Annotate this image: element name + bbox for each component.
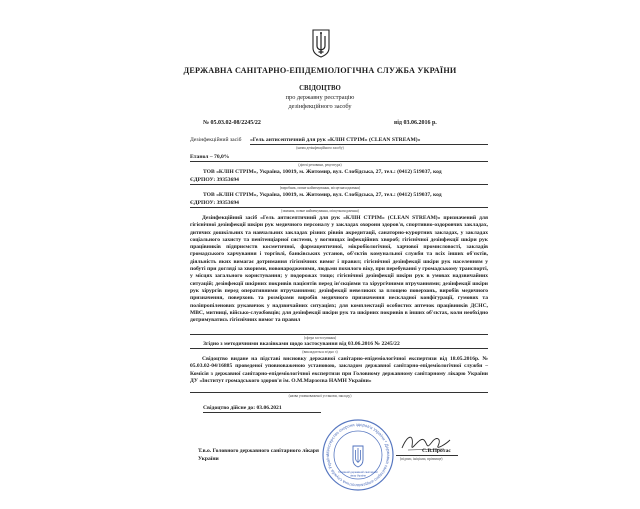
- doc-subtitle-1: про державну реєстрацію: [285, 94, 355, 101]
- doc-type: СВІДОЦТВО: [299, 85, 341, 92]
- manufacturer-line-1: ТОВ «КЛІН СТРІМ», Україна, 10019, м. Житомир, вул. Слобідська, 27, тел.: (0412) 519037, код: [203, 169, 442, 175]
- agency-title: ДЕРЖАВНА САНІТАРНО-ЕПІДЕМІОЛОГІЧНА СЛУЖБА УКРАЇНИ: [183, 66, 457, 75]
- trident-emblem-icon: [310, 28, 332, 58]
- guidelines-caption: (викладається згідно з): [302, 350, 338, 354]
- product-name: «Гель антисептичний для рук «КЛІН СТРІМ» (CLEAN STREAM)»: [250, 137, 421, 143]
- svg-text:лікар України: лікар України: [349, 474, 367, 478]
- certificate-number: № 05.03.02-08/2245/22: [203, 120, 261, 126]
- manufacturer-caption: (виробник, повне найменування, місцезнаходження): [279, 186, 361, 190]
- applicant-caption: (заявник, повне найменування, місцезнаходження): [281, 209, 359, 213]
- basis-text: Свідоцтво видане на підставі висновку державної санітарно-епідеміологічної експертизи від 18.05.2016р. № 05.03.02-04/16885 проведеної уповноваженою установою, закладом державної санітарно-епідеміологічної служби – Комісія з державної санітарно-епідеміологічної експертизи при Головному державному санітарному лікарю України ДУ «Інститут громадського здоров'я ім. О.М.Марзєєва НАМН України»: [190, 356, 488, 384]
- manufacturer-line-2: ЄДРПОУ: 39353694: [190, 177, 239, 183]
- composition: Етанол – 70,0%: [190, 154, 230, 160]
- applicant-rule: [190, 207, 488, 208]
- svg-text:Міністерство охорони здоров'я: Міністерство охорони здоров'я України * Державна санітарно-епідеміологічна служба України: [324, 421, 392, 489]
- validity-text: Свідоцтво дійсне до: 03.06.2021: [203, 405, 282, 411]
- product-name-rule: [250, 144, 488, 145]
- official-stamp: [321, 418, 395, 492]
- validity-rule: [203, 412, 321, 413]
- guidelines-rule: [190, 348, 488, 349]
- basis-caption: (назва уповноваженої установи, закладу): [288, 394, 352, 398]
- product-prefix: Дезінфекційний засіб: [190, 137, 242, 143]
- doc-subtitle-2: дезінфекційного засобу: [288, 103, 352, 110]
- signatory-title-line-2: України: [198, 456, 219, 462]
- applicant-line-2: ЄДРПОУ: 39353694: [190, 200, 239, 206]
- purpose-caption: (сфера застосування): [303, 336, 337, 340]
- signatory-name: С.В.Протас: [422, 448, 451, 454]
- svg-text:Головний державний санітарний: Головний державний санітарний: [338, 471, 378, 474]
- guidelines-text: Згідно з методичними вказівками щодо застосування від 03.06.2016 № 2245/22: [203, 341, 400, 347]
- certificate-date: від 03.06.2016 р.: [394, 120, 437, 126]
- signature-caption: (підпис, ініціали, прізвище): [400, 457, 443, 461]
- signatory-title-line-1: Т.в.о. Головного державного санітарного лікаря: [198, 448, 319, 454]
- applicant-line-1: ТОВ «КЛІН СТРІМ», Україна, 10019, м. Житомир, вул. Слобідська, 27, тел.: (0412) 519037, код: [203, 192, 442, 198]
- manufacturer-rule: [190, 184, 488, 185]
- purpose-text: Дезінфекційний засіб «Гель антисептичний для рук «КЛІН СТРІМ» (CLEAN STREAM)» призначений для гігієнічної дезінфекції шкіри рук медичного персоналу у закладах охорони здоров'я, спортивно-оздоровчих закладах, дитячих дошкільних та навчальних закладах різних рівнів акредитації, санаторно-курортних закладах, у закладах соціального захисту та пенітенціарної системи, у вогнищах інфекційних хвороб; гігієнічної дезінфекції шкіри рук працівників підприємств косметичної, фармацевтичної, мікробіологічної, харчової промисловості, закладів громадського харчування і торгівлі, банківських установ, об'єктів комунальної служби та всіх інших об'єктів, діяльність яких вимагає дотримання гігієнічних вимог і правил; гігієнічної дезінфекції шкіри рук населенням у побуті при догляді за хворими, новонародженими, людьми похилого віку, при перебуванні у громадському транспорті, у місцях загального користування; у подорожах тощо; гігієнічної дезінфекції шкіри рук в умовах надзвичайних ситуацій; дезінфекції шкірних покривів пацієнтів перед ін'єкціями та хірургічними втручаннями; дезінфекції шкіри рук хірургів перед оперативними втручаннями; дезінфекції невеликих за площею поверхонь, виробів медичного призначення, поверхонь та розмірами виробів медичного призначення нескладної конфігурації, гумових та поліпропіленових рукавичок у надзвичайних ситуаціях; для комплектації особистих аптечок працівників ДСНС, МВС, митниці, військо-службовців; для дезінфекції шкіри рук та шкірних покривів в інших об'єктах, коли необхідно дотримуватись гігієнічних вимог та правил: [190, 215, 488, 324]
- composition-rule: [190, 161, 488, 162]
- purpose-rule: [190, 334, 488, 335]
- composition-caption: (діючі речовини, рецептура): [298, 163, 342, 167]
- basis-rule: [190, 392, 488, 393]
- product-name-caption: (назва дезінфекційного засобу): [296, 146, 344, 150]
- signature-rule: [396, 455, 458, 456]
